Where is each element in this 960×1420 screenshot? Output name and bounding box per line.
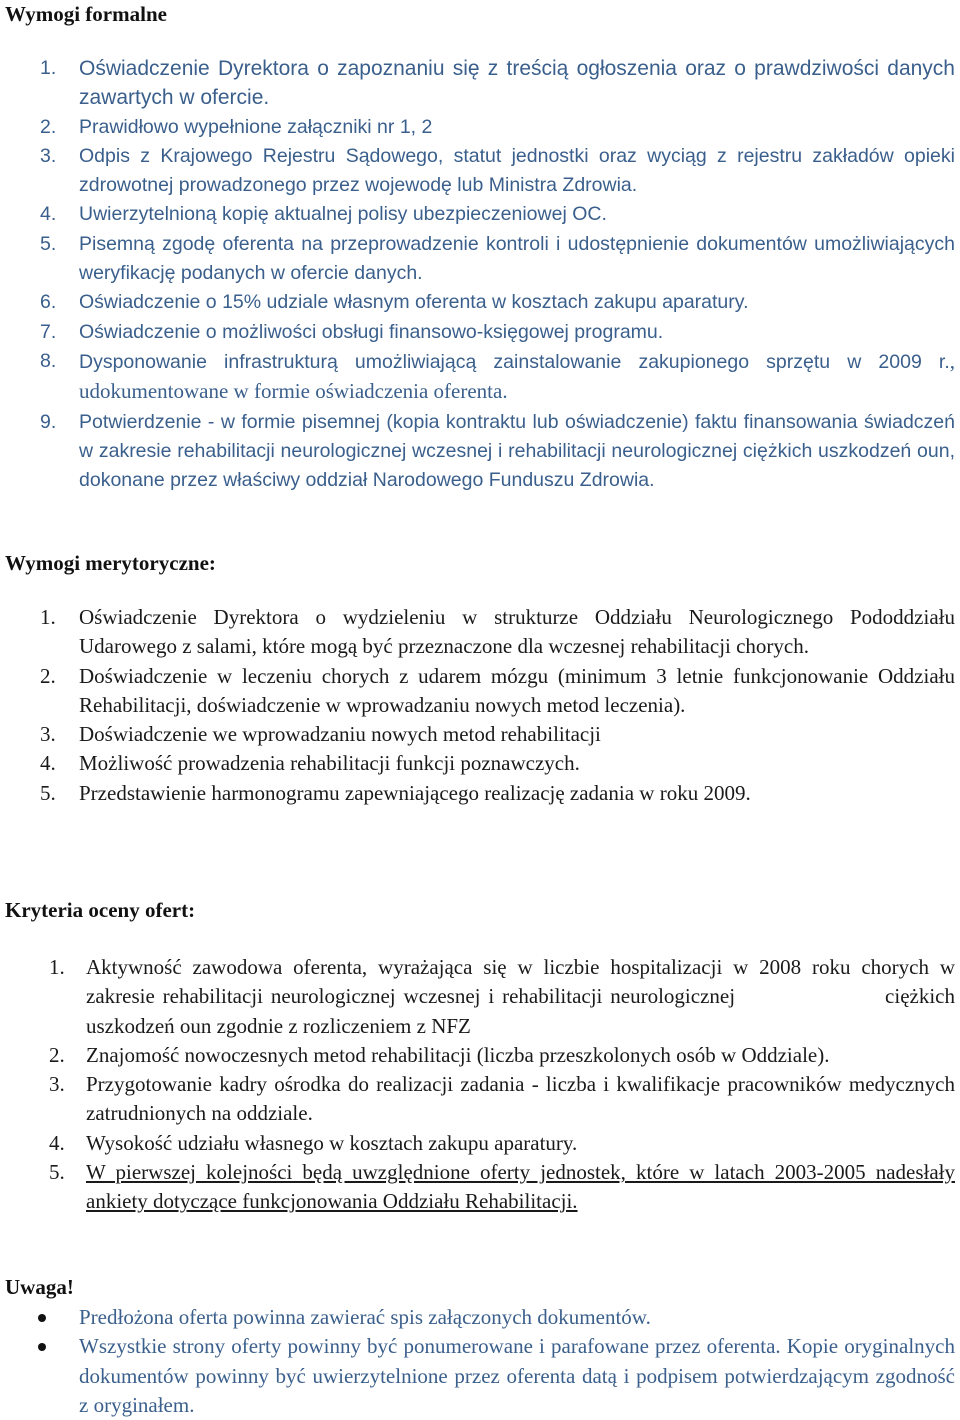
list-item <box>0 662 960 721</box>
item-text: Przedstawienie harmonogramu zapewniającego realizację zadania w roku 2009. <box>79 780 751 805</box>
item-number: 4. <box>49 1130 65 1155</box>
item-text-part: Dysponowanie infrastrukturą umożliwiającą zainstalowanie zakupionego sprzętu w <box>79 350 879 373</box>
list-item <box>0 1041 960 1070</box>
item-text: Prawidłowo wypełnione załączniki nr 1, 2 <box>79 115 433 138</box>
item-number: 5. <box>49 1160 65 1185</box>
item-text-part: Aktywność zawodowa oferenta, wyrażająca się w liczbie hospitalizacji w 2008 roku chorych w zakresie rehabilitacji neurologicznej wczesnej i rehabilitacji neurologicznej <box>86 955 955 1009</box>
list-formal-requirements <box>0 54 960 495</box>
list-item <box>0 347 960 408</box>
list-item <box>0 113 960 142</box>
item-number: 5. <box>40 780 56 805</box>
list-item <box>0 720 960 749</box>
list-item <box>0 54 960 113</box>
list-item <box>0 200 960 229</box>
list-item <box>0 318 960 347</box>
heading-uwaga: Uwaga! <box>5 1275 74 1299</box>
list-item <box>0 1129 960 1158</box>
item-number: 1. <box>40 57 57 79</box>
list-item <box>0 603 960 662</box>
item-text: Uwierzytelnioną kopię aktualnej polisy ubezpieczeniowej OC. <box>79 203 607 226</box>
item-number: 1. <box>40 605 56 629</box>
list-item <box>0 1158 960 1217</box>
item-number: 4. <box>40 751 56 776</box>
item-text: Wysokość udziału własnego w kosztach zakupu aparatury. <box>86 1130 578 1155</box>
list-substantive-requirements <box>0 603 960 808</box>
heading-kryteria-oceny: Kryteria oceny ofert: <box>5 898 196 922</box>
list-item <box>0 408 960 496</box>
item-text: Pisemną zgodę oferenta na przeprowadzenie kontroli i udostępnienie dokumentów umożliwiających weryfikację podanych w ofercie danych. <box>79 232 955 285</box>
item-text: Predłożona oferta powinna zawierać spis załączonych dokumentów. <box>79 1305 651 1329</box>
list-item <box>0 953 960 1041</box>
list-item <box>0 779 960 808</box>
list-item <box>0 749 960 778</box>
item-text <box>86 953 955 1041</box>
item-number: 3. <box>40 144 57 167</box>
item-number: 8. <box>40 349 57 372</box>
item-number: 2. <box>49 1042 65 1067</box>
item-text: Wszystkie strony oferty powinny być ponumerowane i parafowane przez oferenta. Kopie oryginalnych dokumentów powinny być uwierzytelnione przez oferenta datą i podpisem potwierdzającym zgodność z oryginałem. <box>79 1334 955 1417</box>
item-number: 3. <box>49 1072 65 1097</box>
item-text-part: 2009 r. <box>878 350 950 373</box>
item-number: 9. <box>40 410 57 433</box>
list-item <box>0 1332 960 1420</box>
item-text-part: ciężkich uszkodzeń oun zgodnie z rozliczeniem z NFZ <box>86 984 955 1038</box>
item-text: W pierwszej kolejności będą uwzględnione oferty jednostek, które w latach 2003-2005 nadesłały ankiety dotyczące funkcjonowania Oddziału Rehabilitacji. <box>86 1160 955 1214</box>
item-text: Oświadczenie Dyrektora o zapoznaniu się z treścią ogłoszenia oraz o prawdziwości danych zawartych w ofercie. <box>79 57 955 110</box>
list-item <box>0 142 960 201</box>
item-number: 4. <box>40 203 57 226</box>
item-number: 2. <box>40 663 56 688</box>
item-text: Doświadczenie w leczeniu chorych z udarem mózgu (minimum 3 letnie funkcjonowanie Oddziału Rehabilitacji, doświadczenie w wprowadzaniu nowych metod leczenia). <box>79 663 955 717</box>
list-item <box>0 1303 960 1332</box>
item-text: Odpis z Krajowego Rejestru Sądowego, statut jednostki oraz wyciąg z rejestru zakładów opieki zdrowotnej prowadzonego przez wojewodę lub Ministra Zdrowia. <box>79 144 955 197</box>
item-text: Oświadczenie o możliwości obsługi finansowo-księgowej programu. <box>79 320 664 343</box>
list-evaluation-criteria <box>0 953 960 1217</box>
item-text: Potwierdzenie - w formie pisemnej (kopia kontraktu lub oświadczenie) faktu finansowania świadczeń w zakresie rehabilitacji neurologicznej wczesnej i rehabilitacji neurologicznej ciężkich uszkodzeń oun, dokonane przez właściwy oddział Narodowego Funduszu Zdrowia. <box>79 410 955 492</box>
bullet-icon <box>38 1332 46 1362</box>
item-number: 7. <box>40 320 57 343</box>
item-number: 5. <box>40 232 57 255</box>
item-number: 2. <box>40 115 57 138</box>
item-text <box>79 347 955 408</box>
item-number: 6. <box>40 291 57 314</box>
list-notes <box>0 1303 960 1420</box>
list-item <box>0 230 960 289</box>
heading-wymogi-formalne: Wymogi formalne <box>5 2 167 26</box>
item-number: 1. <box>49 955 65 979</box>
item-text: Doświadczenie we wprowadzaniu nowych metod rehabilitacji <box>79 722 601 747</box>
item-text: Przygotowanie kadry ośrodka do realizacji zadania - liczba i kwalifikacje pracowników medycznych zatrudnionych na oddziale. <box>86 1072 955 1126</box>
item-text-part: , udokumentowane w formie oświadczenia oferenta. <box>79 348 955 404</box>
heading-wymogi-merytoryczne: Wymogi merytoryczne: <box>5 551 216 575</box>
list-item <box>0 288 960 317</box>
item-text: Znajomość nowoczesnych metod rehabilitacji (liczba przeszkolonych osób w Oddziale). <box>86 1042 830 1067</box>
list-item <box>0 1070 960 1129</box>
item-number: 3. <box>40 722 56 747</box>
item-text: Możliwość prowadzenia rehabilitacji funkcji poznawczych. <box>79 751 580 776</box>
item-text: Oświadczenie o 15% udziale własnym oferenta w kosztach zakupu aparatury. <box>79 291 749 314</box>
bullet-icon <box>38 1303 46 1333</box>
item-text: Oświadczenie Dyrektora o wydzieleniu w strukturze Oddziału Neurologicznego Pododdziału Udarowego z salami, które mogą być przeznaczone dla wczesnej rehabilitacji chorych. <box>79 605 955 659</box>
